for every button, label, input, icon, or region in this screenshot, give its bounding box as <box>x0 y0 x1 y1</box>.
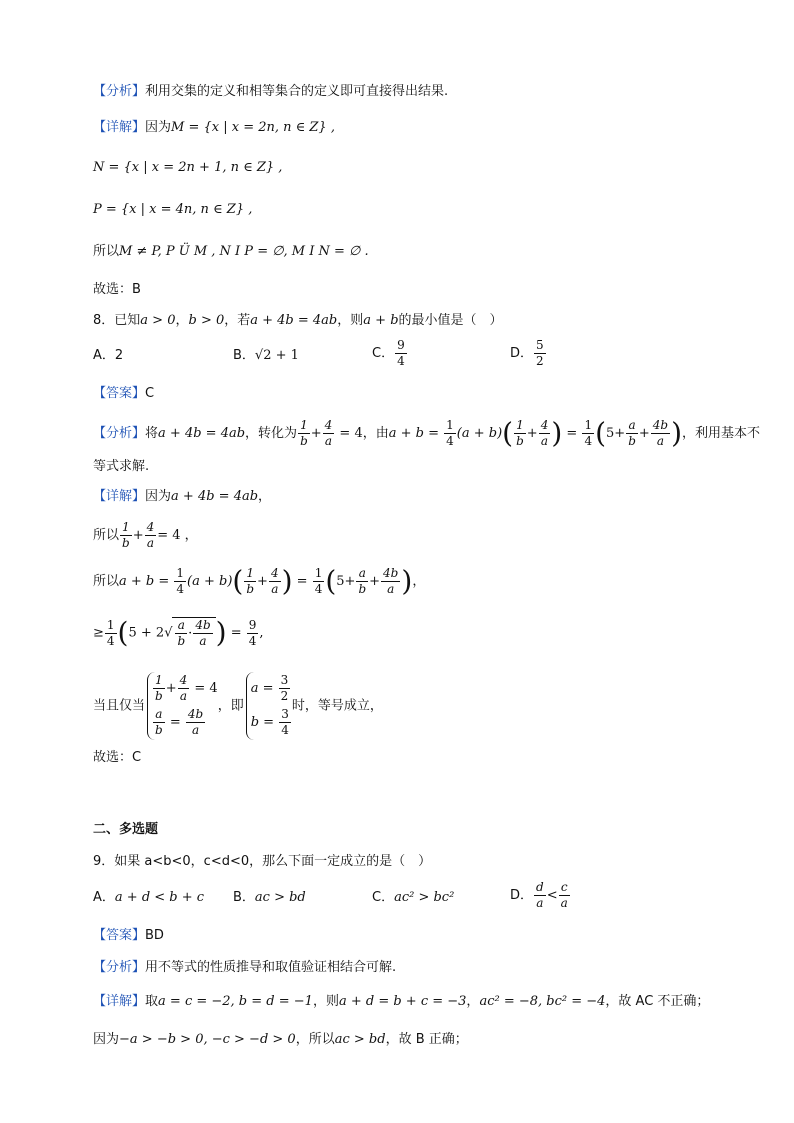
answer-value: C <box>145 386 155 401</box>
detail-text: 因为 <box>145 489 172 504</box>
section-heading: 二、多选题 <box>93 822 159 837</box>
equation-system-2: a = $\frac{3}{2}$ b = $\frac{3}{4}$ <box>246 672 292 740</box>
conclusion-line <box>93 242 369 262</box>
q9-option-c-label: C． <box>372 890 395 905</box>
q8-option-a-text: A．2 <box>93 348 124 363</box>
q8-analysis-cont <box>93 457 149 477</box>
detail-text: = 4 ， <box>157 528 198 543</box>
analysis-text: 利用交集的定义和相等集合的定义即可直接得出结果. <box>145 84 449 99</box>
q9-option-a <box>93 888 204 908</box>
detail-text: 时，等号成立， <box>291 698 383 714</box>
q8-sep: ， <box>175 313 189 328</box>
frac-1-b: $\frac{1}{b}$ <box>300 418 308 448</box>
answer-value: BD <box>145 928 164 943</box>
q8-mid2: ，则 <box>337 313 364 328</box>
q8-detail-line2: 所以 $\frac{1}{b}$ + $\frac{4}{a}$ = 4 ， <box>93 520 198 550</box>
set-p-def: P = {x | x = 4n, n ∈ Z} , <box>93 202 253 217</box>
detail-tag: 【详解】 <box>93 994 146 1009</box>
detail-text: ， <box>412 574 426 589</box>
detail-text: ，则 <box>312 994 339 1009</box>
q8-number: 8．已知 <box>93 313 141 328</box>
detail-math: a + d = b + c = −3 <box>338 994 467 1009</box>
answer-text: 故选：C <box>93 750 142 765</box>
q8-cond-a: a > 0 <box>140 313 176 328</box>
q8-option-d-label: D． <box>510 346 534 361</box>
question-9-stem <box>93 852 431 872</box>
q9-option-c-math: ac² > bc² <box>394 890 455 905</box>
q9-analysis-line <box>93 958 396 978</box>
q9-option-d: D． $\frac{d}{a}$ < $\frac{c}{a}$ <box>510 880 568 910</box>
q8-cond-b: b > 0 <box>188 313 225 328</box>
answer-tag: 【答案】 <box>93 386 146 401</box>
q8-detail-line3: 所以a + b = $\frac{1}{4}$ (a + b)( $\frac{1}{b}$ + $\frac{4}{a}$ ) = $\frac{1}{4}$ (5+ $\frac{a}{b}$ + $\frac{4b}{a}$ )， <box>93 564 426 598</box>
detail-text: ， <box>258 489 272 504</box>
detail-math: a = c = −2, b = d = −1 <box>158 994 313 1009</box>
q9-answer-line <box>93 926 164 946</box>
detail-text: 取 <box>145 994 159 1009</box>
detail-tag: 【详解】 <box>93 489 146 504</box>
q9-option-d-label: D． <box>510 888 534 903</box>
analysis-math: a + 4b = 4ab <box>158 426 246 441</box>
analysis-text: ，转化为 <box>245 426 298 441</box>
answer-line-p1 <box>93 280 141 300</box>
detail-math: −a > −b > 0, −c > −d > 0 <box>119 1032 296 1047</box>
detail-text: ， <box>466 994 480 1009</box>
section-title <box>93 820 158 840</box>
detail-text: ，故 B 正确； <box>385 1032 468 1047</box>
detail-text: ，故 AC 不正确； <box>605 994 710 1009</box>
set-n-def: N = {x | x = 2n + 1, n ∈ Z} , <box>93 160 283 175</box>
equation-system-1: $\frac{1}{b}$ + $\frac{4}{a}$ = 4 $\frac{a}{b}$ = $\frac{4b}{a}$ <box>147 672 218 740</box>
answer-tag: 【答案】 <box>93 928 146 943</box>
question-8-stem <box>93 311 503 331</box>
q8-analysis-line: 【分析】将a + 4b = 4ab，转化为 $\frac{1}{b}$ + $\frac{4}{a}$ = 4，由a + b = $\frac{1}{4}$ (a + b)( $\frac{1}{b}$ + $\frac{4}{a}$ ) = $\frac{1}{4}$ (5+ $\frac{a}{b}$ + $\frac{4b}{a}$ )，利用基本不 <box>93 416 761 450</box>
detail-math: ac² = −8, bc² = −4 <box>479 994 606 1009</box>
q8-cond: a + 4b = 4ab <box>250 313 338 328</box>
detail-line-p1 <box>93 118 335 138</box>
q9-option-a-label: A． <box>93 890 115 905</box>
analysis-text: ，由 <box>362 426 389 441</box>
detail-text: 所以 <box>93 574 120 589</box>
q8-detail-line5 <box>93 672 383 740</box>
analysis-line-p1 <box>93 82 448 102</box>
q8-detail-line1 <box>93 487 271 507</box>
set-p-line <box>93 200 252 220</box>
detail-text: 因为 <box>145 120 172 135</box>
frac-den: 2 <box>536 354 544 368</box>
q8-option-c-label: C． <box>372 346 395 361</box>
detail-text: 所以 <box>93 528 120 543</box>
q9-stem-text: 9．如果 a<b<0，c<d<0，那么下面一定成立的是（ ） <box>93 854 432 869</box>
q8-mid: ，若 <box>224 313 251 328</box>
q8-option-b <box>233 346 299 366</box>
q9-detail-line2 <box>93 1030 468 1050</box>
q8-answer-final <box>93 748 141 768</box>
q8-option-c-frac <box>395 338 407 369</box>
q8-suffix: 的最小值是（ ） <box>398 313 503 328</box>
analysis-tag: 【分析】 <box>93 426 146 441</box>
analysis-text: 用不等式的性质推导和取值验证相结合可解. <box>145 960 397 975</box>
conclusion-math: M ≠ P, P Ü M , N I P = ∅, M I N = ∅ . <box>119 244 369 259</box>
set-n-line <box>93 158 282 178</box>
detail-text: 当且仅当 <box>93 698 146 714</box>
analysis-tag: 【分析】 <box>93 84 146 99</box>
q8-detail-line4: ≥ $\frac{1}{4}$ (5 + 2√ $\frac{a}{b}$ · $\frac{4b}{a}$ ) = $\frac{9}{4}$ , <box>93 616 264 649</box>
q8-expr: a + b <box>363 313 399 328</box>
frac-4-a: $\frac{4}{a}$ <box>324 418 333 448</box>
q8-option-a <box>93 346 123 366</box>
q8-option-d <box>510 338 547 369</box>
detail-math: a + 4b = 4ab <box>171 489 259 504</box>
frac-num: 9 <box>397 338 405 352</box>
detail-text: 因为 <box>93 1032 120 1047</box>
frac-1-4: $\frac{1}{4}$ <box>446 418 454 448</box>
q9-detail-line1 <box>93 992 709 1012</box>
q9-option-b-label: B． <box>233 890 255 905</box>
frac-num: 5 <box>536 338 544 352</box>
detail-tag: 【详解】 <box>93 120 146 135</box>
q9-option-a-math: a + d < b + c <box>114 890 205 905</box>
conclusion-prefix: 所以 <box>93 244 120 259</box>
frac-den: 4 <box>397 354 405 368</box>
q8-option-d-frac <box>534 338 546 369</box>
q8-option-c <box>372 338 408 369</box>
q8-option-b-label: B． <box>233 348 255 363</box>
analysis-text: 等式求解. <box>93 459 150 474</box>
set-m-def: M = {x | x = 2n, n ∈ Z} , <box>171 120 335 135</box>
analysis-text: ，利用基本不 <box>682 426 761 441</box>
detail-text: ，即 <box>217 698 244 714</box>
q9-option-b-math: ac > bd <box>254 890 306 905</box>
q8-option-b-math: √2 + 1 <box>254 348 299 363</box>
detail-math: ac > bd <box>334 1032 386 1047</box>
detail-text: ，所以 <box>295 1032 335 1047</box>
q9-option-b <box>233 888 306 908</box>
answer-text: 故选：B <box>93 282 141 297</box>
q8-answer-line <box>93 384 154 404</box>
analysis-tag: 【分析】 <box>93 960 146 975</box>
q9-option-c <box>372 888 454 908</box>
analysis-text: 将 <box>145 426 159 441</box>
